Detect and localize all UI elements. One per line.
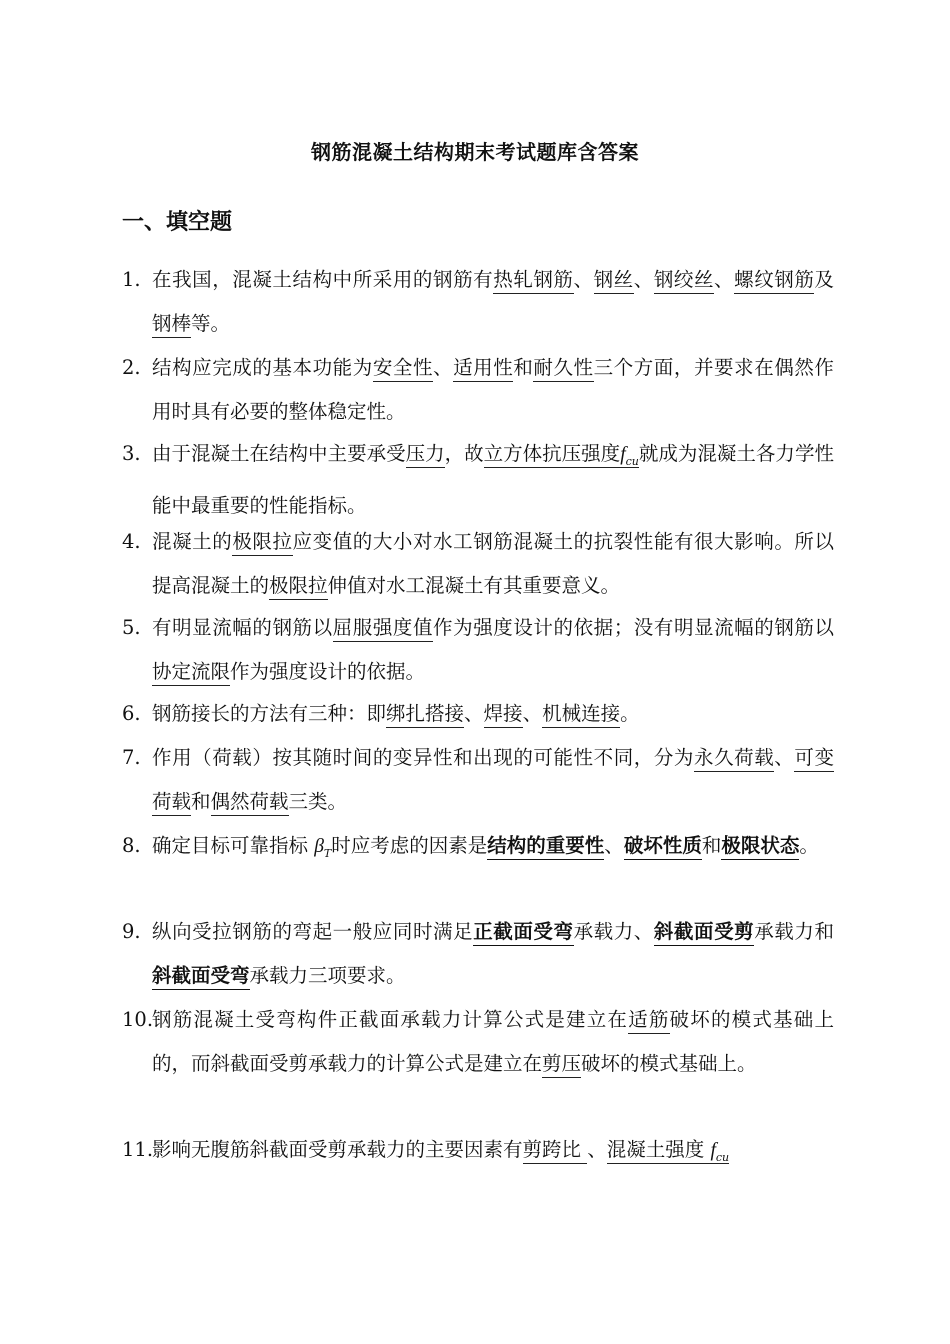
beta-symbol: β — [314, 836, 324, 857]
answer-blank: 混凝土强度 $f_{cu}$ — [606, 1138, 730, 1164]
question-text: 有明显流幅的钢筋以屈服强度值作为强度设计的依据；没有明显流幅的钢筋以协定流限作为强度设计的依据。 — [152, 606, 834, 694]
answer-blank: 适用性 — [453, 356, 513, 382]
answer-blank: 剪跨比 — [523, 1138, 588, 1164]
question-8 — [122, 824, 834, 876]
answer-blank: 极限拉 — [269, 574, 328, 600]
question-1 — [122, 258, 834, 346]
question-number: 5. — [122, 616, 141, 639]
question-number: 9. — [122, 920, 141, 943]
answer-blank: 绑扎搭接 — [386, 702, 464, 728]
answer-blank: 永久荷载 — [694, 746, 774, 772]
question-number: 7. — [122, 746, 141, 769]
question-number: 10. — [122, 1008, 154, 1031]
question-text: 钢筋混凝土受弯构件正截面承载力计算公式是建立在适筋破坏的模式基础上的，而斜截面受剪承载力的计算公式是建立在剪压破坏的模式基础上。 — [152, 998, 834, 1086]
question-number: 3. — [122, 442, 141, 465]
answer-blank: 立方体抗压强度$f_{cu}$ — [483, 442, 639, 468]
question-9 — [122, 910, 834, 998]
question-6 — [122, 692, 834, 736]
question-4 — [122, 520, 834, 608]
answer-blank: 钢丝 — [594, 268, 634, 294]
question-number: 4. — [122, 530, 141, 553]
answer-blank: 机械连接 — [542, 702, 620, 728]
answer-blank: 破坏性质 — [624, 834, 702, 860]
question-text: 确定目标可靠指标 $\beta_T$时应考虑的因素是结构的重要性、破坏性质和极限状态。 — [152, 834, 819, 860]
answer-blank: 耐久性 — [533, 356, 593, 382]
question-3 — [122, 432, 834, 528]
answer-blank: 安全性 — [373, 356, 433, 382]
answer-blank: 剪压 — [542, 1052, 581, 1078]
question-5 — [122, 606, 834, 694]
answer-blank: 偶然荷载 — [211, 790, 289, 816]
answer-blank: 可变荷载 — [152, 746, 834, 816]
question-text: 在我国，混凝土结构中所采用的钢筋有热轧钢筋、钢丝、钢绞丝、螺纹钢筋及钢棒等。 — [152, 258, 834, 346]
question-number: 2. — [122, 356, 141, 379]
question-number: 11. — [122, 1138, 154, 1161]
question-11 — [122, 1128, 834, 1180]
question-number: 1. — [122, 268, 141, 291]
answer-blank: 屈服强度值 — [333, 616, 433, 642]
answer-blank: 压力 — [406, 442, 445, 468]
question-text: 结构应完成的基本功能为安全性、适用性和耐久性三个方面，并要求在偶然作用时具有必要的整体稳定性。 — [152, 356, 834, 423]
question-10 — [122, 998, 834, 1086]
answer-blank: 适筋 — [628, 1008, 669, 1034]
question-text: 由于混凝土在结构中主要承受压力，故立方体抗压强度$f_{cu}$就成为混凝土各力学性能中最重要的性能指标。 — [152, 442, 834, 517]
section-heading: 一、填空题 — [122, 209, 233, 235]
answer-blank: 结构的重要性 — [487, 834, 604, 860]
question-text: 混凝土的极限拉应变值的大小对水工钢筋混凝土的抗裂性能有很大影响。所以提高混凝土的极限拉伸值对水工混凝土有其重要意义。 — [152, 520, 834, 608]
question-text: 纵向受拉钢筋的弯起一般应同时满足正截面受弯承载力、斜截面受剪承载力和斜截面受弯承载力三项要求。 — [152, 910, 834, 998]
answer-blank: 焊接 — [484, 702, 523, 728]
answer-blank: 协定流限 — [152, 660, 230, 686]
question-number: 8. — [122, 834, 141, 857]
question-text: 影响无腹筋斜截面受剪承载力的主要因素有剪跨比 、混凝土强度 $f_{cu}$ — [152, 1138, 730, 1164]
answer-blank: 斜截面受剪 — [654, 920, 754, 946]
document-title: 钢筋混凝土结构期末考试题库含答案 — [311, 140, 639, 164]
answer-blank: 极限状态 — [721, 834, 799, 860]
question-7 — [122, 736, 834, 824]
answer-blank: 正截面受弯 — [473, 920, 573, 946]
answer-blank: 螺纹钢筋 — [734, 268, 814, 294]
question-2 — [122, 346, 834, 434]
question-number: 6. — [122, 702, 141, 725]
answer-blank: 热轧钢筋 — [493, 268, 573, 294]
answer-blank: 极限拉 — [232, 530, 292, 556]
answer-blank: 斜截面受弯 — [152, 964, 250, 990]
answer-blank: 钢绞丝 — [654, 268, 714, 294]
question-text: 作用（荷载）按其随时间的变异性和出现的可能性不同，分为永久荷载、可变荷载和偶然荷载三类。 — [152, 736, 834, 824]
question-text: 钢筋接长的方法有三种：即绑扎搭接、焊接、机械连接。 — [152, 692, 834, 736]
answer-blank: 钢棒 — [152, 312, 191, 338]
